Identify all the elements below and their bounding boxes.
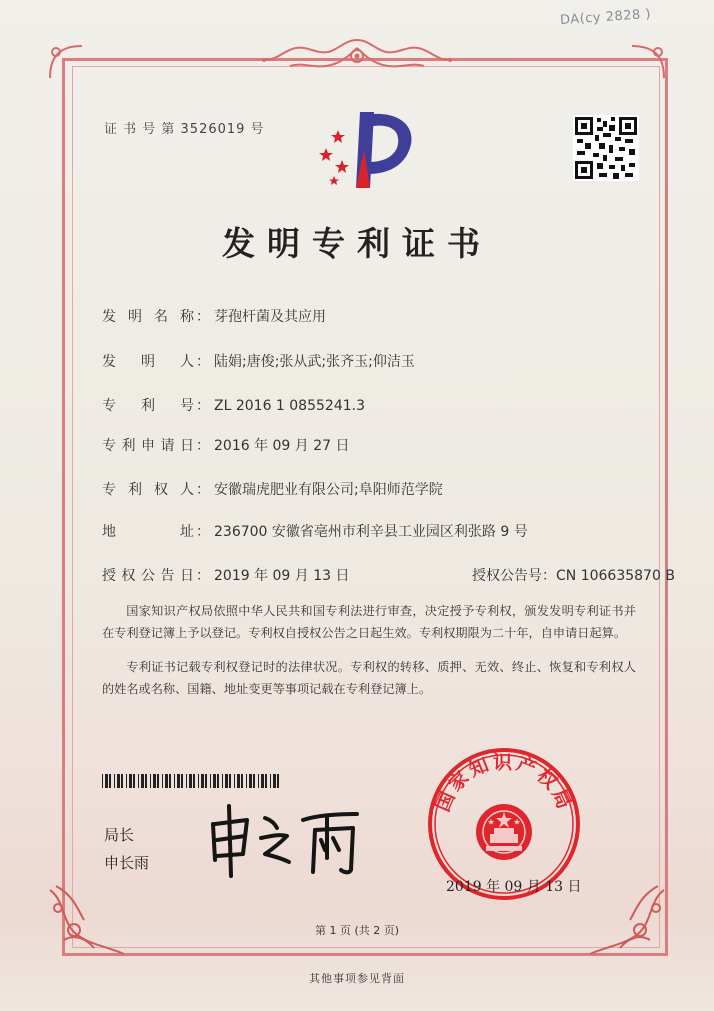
barcode-bar [237,774,240,788]
barcode-bar [129,774,132,788]
barcode-bar [210,774,211,788]
barcode-bar [145,774,147,788]
field-label: 发 明 人 [102,354,194,370]
field-value: 236700 安徽省亳州市利辛县工业园区利张路 9 号 [214,524,528,540]
field-grant-date: 授权公告日 ： 2019 年 09 月 13 日 [102,565,350,585]
barcode-bar [105,774,108,788]
barcode-bar [181,774,183,788]
page-number: 第 1 页 (共 2 页) [314,924,400,937]
field-label: 授权公告号 [472,568,542,584]
field-patent-number: 专 利 号 ： ZL 2016 1 0855241.3 [102,395,365,415]
certificate-number: 证 书 号 第 3526019 号 [104,122,265,137]
barcode-icon [102,774,280,788]
corner-ornament-top-left [46,42,86,82]
seal-text: 国家知识产权局 [431,751,577,815]
barcode-bar [261,774,264,788]
barcode-bar [198,774,199,788]
barcode-bar [141,774,144,788]
barcode-bar [177,774,180,788]
field-label: 专利申请日 [102,438,194,454]
certificate-title: 发明专利证书 [222,224,492,263]
barcode-bar [225,774,228,788]
field-value: CN 106635870 B [556,568,675,584]
legal-status-paragraph [102,656,636,700]
barcode-bar [126,774,127,788]
field-value: 芽孢杆菌及其应用 [214,309,326,325]
field-value: 2016 年 09 月 27 日 [214,438,350,454]
corner-ornament-bottom-right [580,880,670,960]
barcode-bar [249,774,252,788]
barcode-bar [174,774,175,788]
barcode-bar [117,774,120,788]
field-label: 专 利 权 人 [102,482,194,498]
barcode-bar [213,774,216,788]
field-value: 安徽瑞虎肥业有限公司;阜阳师范学院 [214,482,443,498]
top-ornament [250,34,464,78]
field-invention-name: 发 明 名 称 ： 芽孢杆菌及其应用 [102,306,326,326]
field-grant-number: 授权公告号：CN 106635870 B [472,568,675,584]
barcode-bar [222,774,223,788]
barcode-bar [258,774,259,788]
barcode-bar [273,774,276,788]
barcode-bar [229,774,231,788]
barcode-bar [153,774,156,788]
barcode-bar [234,774,235,788]
field-label: 专 利 号 [102,398,194,414]
field-label: 发 明 名 称 [102,309,194,325]
field-value: ZL 2016 1 0855241.3 [214,398,365,414]
barcode-bar [133,774,135,788]
barcode-bar [102,774,103,788]
barcode-bar [217,774,219,788]
grant-statement-paragraph [102,600,636,644]
signatory-role: 局长 [104,826,135,844]
barcode-bar [270,774,271,788]
barcode-bar [241,774,243,788]
corner-ornament-bottom-left [44,880,134,960]
qr-code-icon [573,115,639,181]
barcode-bar [162,774,163,788]
barcode-bar [189,774,192,788]
signatory-name: 申长雨 [104,854,150,872]
barcode-bar [121,774,123,788]
field-label: 地 址 [102,524,194,540]
handwritten-signature [205,800,365,880]
field-value: 2019 年 09 月 13 日 [214,568,350,584]
barcode-bar [186,774,187,788]
barcode-bar [201,774,204,788]
barcode-bar [165,774,168,788]
field-inventors: 发 明 人 ： 陆娟;唐俊;张从武;张齐玉;仰洁玉 [102,351,415,371]
field-application-date: 专利申请日 ： 2016 年 09 月 27 日 [102,435,350,455]
barcode-bar [138,774,139,788]
barcode-bar [169,774,171,788]
barcode-bar [205,774,207,788]
patent-office-logo-icon [312,108,422,194]
barcode-bar [246,774,247,788]
field-label: 授权公告日 [102,568,194,584]
barcode-bar [157,774,159,788]
barcode-bar [265,774,267,788]
barcode-bar [277,774,279,788]
barcode-bar [109,774,111,788]
barcode-bar [253,774,255,788]
handwritten-note: DA(cy 2828 ) [559,6,652,29]
corner-ornament-top-right [628,42,668,82]
barcode-bar [193,774,195,788]
seal-date: 2019 年 09 月 13 日 [446,879,582,895]
paragraph-text: 专利证书记载专利权登记时的法律状况。专利权的转移、质押、无效、终止、恢复和专利权人的姓名或名称、国籍、地址变更等事项记载在专利登记簿上。 [102,660,636,696]
field-address: 地 址 ： 236700 安徽省亳州市利辛县工业园区利张路 9 号 [102,521,528,541]
field-patentee: 专 利 权 人 ： 安徽瑞虎肥业有限公司;阜阳师范学院 [102,479,443,499]
barcode-bar [114,774,115,788]
barcode-bar [150,774,151,788]
footer-note: 其他事项参见背面 [309,972,405,985]
paragraph-text: 国家知识产权局依照中华人民共和国专利法进行审查，决定授予专利权，颁发发明专利证书并在专利登记簿上予以登记。专利权自授权公告之日起生效。专利权期限为二十年，自申请日起算。 [102,604,636,640]
field-value: 陆娟;唐俊;张从武;张齐玉;仰洁玉 [214,354,415,370]
